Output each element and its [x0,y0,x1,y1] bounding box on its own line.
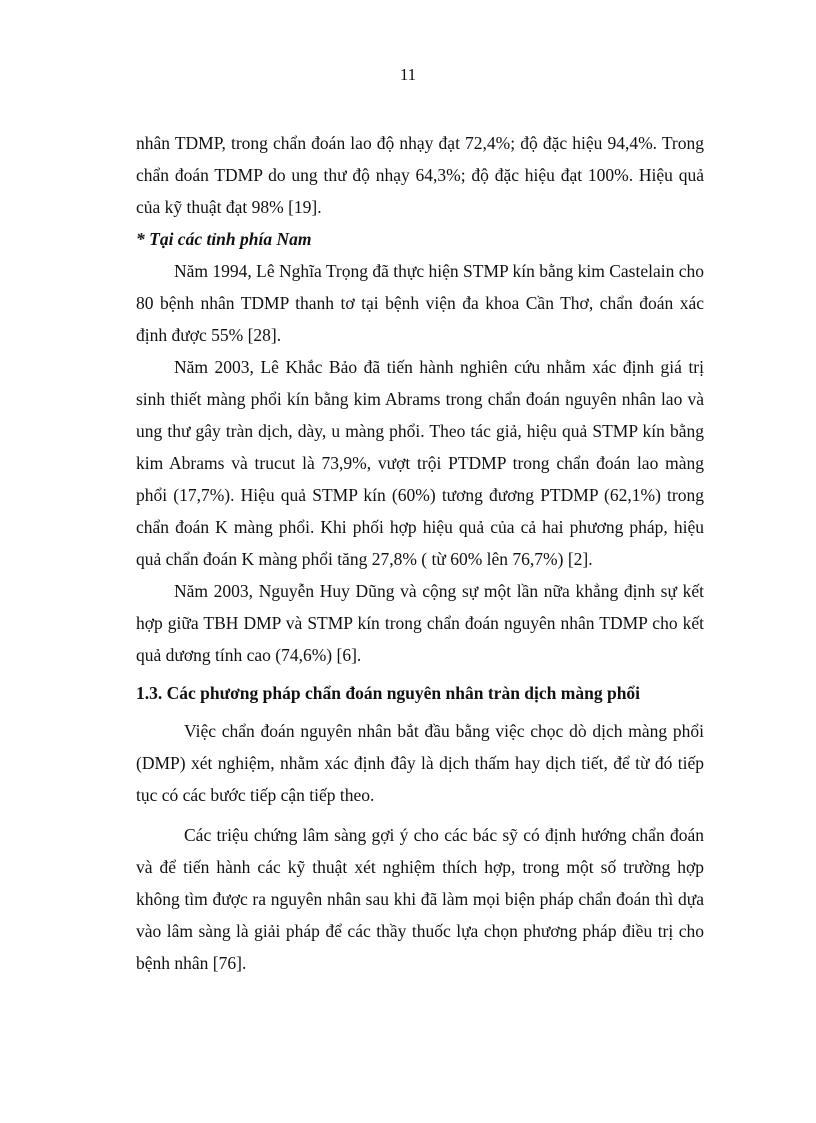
section-title-1-3: 1.3. Các phương pháp chẩn đoán nguyên nhân tràn dịch màng phổi [136,683,641,703]
paragraph-clinical-symptoms: Các triệu chứng lâm sàng gợi ý cho các bác sỹ có định hướng chẩn đoán và để tiến hành các kỹ thuật xét nghiệm thích hợp, trong một số trường hợp không tìm được ra nguyên nhân sau khi đã làm mọi biện pháp chẩn đoán thì dựa vào lâm sàng là giải pháp để các thầy thuốc lựa chọn phương pháp điều trị cho bệnh nhân [76]. [136,825,704,973]
paragraph-diagnosis-start: Việc chẩn đoán nguyên nhân bắt đầu bằng việc chọc dò dịch màng phổi (DMP) xét nghiệm, nhằm xác định đây là dịch thấm hay dịch tiết, để từ đó tiếp tục có các bước tiếp cận tiếp theo. [136,721,704,805]
page-number: 11 [399,65,417,84]
paragraph-1994: Năm 1994, Lê Nghĩa Trọng đã thực hiện STMP kín bằng kim Castelain cho 80 bệnh nhân TDMP thanh tơ tại bệnh viện đa khoa Cần Thơ, chẩn đoán xác định được 55% [28]. [136,261,704,345]
paragraph-continued: nhân TDMP, trong chẩn đoán lao độ nhạy đạt 72,4%; độ đặc hiệu 94,4%. Trong chẩn đoán TDMP do ung thư độ nhạy 64,3%; độ đặc hiệu đạt 100%. Hiệu quả của kỹ thuật đạt 98% [19]. [136,133,704,217]
document-body [136,127,704,979]
subheading-southern-provinces: * Tại các tỉnh phía Nam [136,229,312,249]
paragraph-2003-le-khac-bao: Năm 2003, Lê Khắc Bảo đã tiến hành nghiên cứu nhằm xác định giá trị sinh thiết màng phổi kín bằng kim Abrams trong chẩn đoán nguyên nhân lao và ung thư gây tràn dịch, dày, u màng phổi. Theo tác giả, hiệu quả STMP kín bằng kim Abrams và trucut là 73,9%, vượt trội PTDMP trong chẩn đoán lao màng phổi (17,7%). Hiệu quả STMP kín (60%) tương đương PTDMP (62,1%) trong chẩn đoán K màng phổi. Khi phối hợp hiệu quả của cả hai phương pháp, hiệu quả chẩn đoán K màng phổi tăng 27,8% ( từ 60% lên 76,7%) [2]. [136,357,704,569]
paragraph-2003-nguyen-huy-dung: Năm 2003, Nguyễn Huy Dũng và cộng sự một lần nữa khẳng định sự kết hợp giữa TBH DMP và STMP kín trong chẩn đoán nguyên nhân TDMP cho kết quả dương tính cao (74,6%) [6]. [136,581,704,665]
